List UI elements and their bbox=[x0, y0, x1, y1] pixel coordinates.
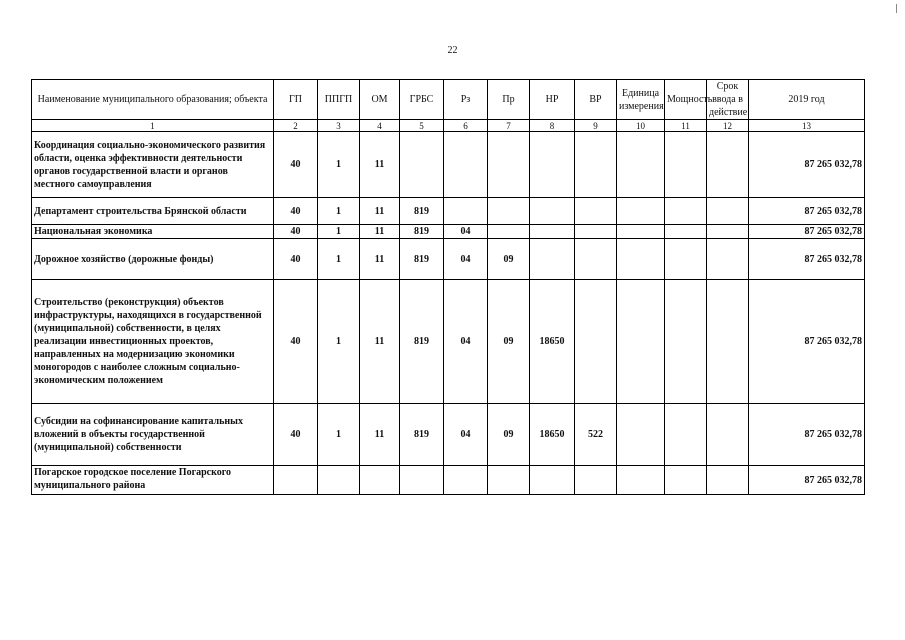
row-name-cell: Департамент строительства Брянской области bbox=[32, 198, 274, 225]
row-name-cell: Координация социально-экономического развития области, оценка эффективности деятельности органов государственной власти и органов местного самоуправления bbox=[32, 132, 274, 198]
column-header-om: ОМ bbox=[360, 80, 400, 120]
rz-cell: 04 bbox=[444, 225, 488, 239]
table-body bbox=[32, 132, 865, 495]
pr-cell: 09 bbox=[488, 239, 530, 280]
row-name-cell: Субсидии на софинансирование капитальных вложений в объекты государственной (муниципальной) собственности bbox=[32, 404, 274, 466]
term-cell bbox=[707, 466, 749, 495]
power-cell bbox=[665, 280, 707, 404]
om-cell: 11 bbox=[360, 404, 400, 466]
nr-cell bbox=[530, 132, 575, 198]
ppgp-cell: 1 bbox=[318, 198, 360, 225]
term-cell bbox=[707, 239, 749, 280]
gp-cell: 40 bbox=[274, 239, 318, 280]
power-cell bbox=[665, 239, 707, 280]
column-number: 2 bbox=[274, 120, 318, 132]
om-cell bbox=[360, 466, 400, 495]
amount-cell: 87 265 032,78 bbox=[749, 239, 865, 280]
rz-cell bbox=[444, 466, 488, 495]
pr-cell bbox=[488, 132, 530, 198]
amount-cell: 87 265 032,78 bbox=[749, 225, 865, 239]
table-row bbox=[32, 198, 865, 225]
column-header-gp: ГП bbox=[274, 80, 318, 120]
amount-cell: 87 265 032,78 bbox=[749, 198, 865, 225]
vr-cell bbox=[575, 132, 617, 198]
table-row bbox=[32, 280, 865, 404]
gp-cell: 40 bbox=[274, 225, 318, 239]
rz-cell bbox=[444, 198, 488, 225]
nr-cell: 18650 bbox=[530, 280, 575, 404]
power-cell bbox=[665, 132, 707, 198]
ppgp-cell bbox=[318, 466, 360, 495]
term-cell bbox=[707, 132, 749, 198]
grbs-cell: 819 bbox=[400, 198, 444, 225]
term-cell bbox=[707, 404, 749, 466]
gp-cell: 40 bbox=[274, 404, 318, 466]
gp-cell: 40 bbox=[274, 198, 318, 225]
vr-cell bbox=[575, 198, 617, 225]
term-cell bbox=[707, 225, 749, 239]
column-number: 10 bbox=[617, 120, 665, 132]
column-header-grbs: ГРБС bbox=[400, 80, 444, 120]
ppgp-cell: 1 bbox=[318, 239, 360, 280]
column-header-nr: НР bbox=[530, 80, 575, 120]
row-name-cell: Строительство (реконструкция) объектов инфраструктуры, находящихся в государственной (муниципальной) собственности, в целях реализации инвестиционных проектов, направленных на модернизацию экономики моногородов с наиболее сложным социально-экономическим положением bbox=[32, 280, 274, 404]
unit-cell bbox=[617, 198, 665, 225]
column-number: 6 bbox=[444, 120, 488, 132]
column-number: 5 bbox=[400, 120, 444, 132]
om-cell: 11 bbox=[360, 198, 400, 225]
gp-cell bbox=[274, 466, 318, 495]
grbs-cell: 819 bbox=[400, 225, 444, 239]
column-number: 9 bbox=[575, 120, 617, 132]
ppgp-cell: 1 bbox=[318, 404, 360, 466]
column-number: 13 bbox=[749, 120, 865, 132]
pr-cell bbox=[488, 466, 530, 495]
power-cell bbox=[665, 198, 707, 225]
nr-cell bbox=[530, 466, 575, 495]
ppgp-cell: 1 bbox=[318, 280, 360, 404]
term-cell bbox=[707, 280, 749, 404]
row-name-cell: Дорожное хозяйство (дорожные фонды) bbox=[32, 239, 274, 280]
nr-cell bbox=[530, 198, 575, 225]
table-row bbox=[32, 466, 865, 495]
ppgp-cell: 1 bbox=[318, 225, 360, 239]
amount-cell: 87 265 032,78 bbox=[749, 466, 865, 495]
ppgp-cell: 1 bbox=[318, 132, 360, 198]
column-header-pr: Пр bbox=[488, 80, 530, 120]
rz-cell: 04 bbox=[444, 280, 488, 404]
unit-cell bbox=[617, 404, 665, 466]
power-cell bbox=[665, 466, 707, 495]
page-edge-mark bbox=[896, 4, 897, 13]
column-header-vr: ВР bbox=[575, 80, 617, 120]
column-number-row bbox=[32, 120, 865, 132]
term-cell bbox=[707, 198, 749, 225]
unit-cell bbox=[617, 239, 665, 280]
power-cell bbox=[665, 404, 707, 466]
column-number: 12 bbox=[707, 120, 749, 132]
budget-table bbox=[31, 79, 865, 495]
column-header-ppgp: ППГП bbox=[318, 80, 360, 120]
nr-cell bbox=[530, 225, 575, 239]
page-number: 22 bbox=[447, 45, 458, 56]
grbs-cell: 819 bbox=[400, 239, 444, 280]
column-number: 1 bbox=[32, 120, 274, 132]
rz-cell: 04 bbox=[444, 239, 488, 280]
column-number: 8 bbox=[530, 120, 575, 132]
column-number: 4 bbox=[360, 120, 400, 132]
gp-cell: 40 bbox=[274, 132, 318, 198]
grbs-cell: 819 bbox=[400, 404, 444, 466]
vr-cell bbox=[575, 239, 617, 280]
row-name-cell: Погарское городское поселение Погарского муниципального района bbox=[32, 466, 274, 495]
vr-cell bbox=[575, 225, 617, 239]
gp-cell: 40 bbox=[274, 280, 318, 404]
unit-cell bbox=[617, 280, 665, 404]
om-cell: 11 bbox=[360, 280, 400, 404]
column-header-term: Срок ввода в действие bbox=[707, 80, 749, 120]
grbs-cell bbox=[400, 466, 444, 495]
pr-cell: 09 bbox=[488, 404, 530, 466]
unit-cell bbox=[617, 466, 665, 495]
table-header-row bbox=[32, 80, 865, 120]
unit-cell bbox=[617, 132, 665, 198]
table-row bbox=[32, 239, 865, 280]
vr-cell bbox=[575, 466, 617, 495]
column-header-year: 2019 год bbox=[749, 80, 865, 120]
rz-cell: 04 bbox=[444, 404, 488, 466]
amount-cell: 87 265 032,78 bbox=[749, 280, 865, 404]
om-cell: 11 bbox=[360, 225, 400, 239]
power-cell bbox=[665, 225, 707, 239]
grbs-cell: 819 bbox=[400, 280, 444, 404]
nr-cell bbox=[530, 239, 575, 280]
column-header-rz: Рз bbox=[444, 80, 488, 120]
column-header-name: Наименование муниципального образования; объекта bbox=[32, 80, 274, 120]
row-name-cell: Национальная экономика bbox=[32, 225, 274, 239]
pr-cell: 09 bbox=[488, 280, 530, 404]
amount-cell: 87 265 032,78 bbox=[749, 132, 865, 198]
table-row bbox=[32, 132, 865, 198]
om-cell: 11 bbox=[360, 132, 400, 198]
column-header-unit: Единица измерения bbox=[617, 80, 665, 120]
om-cell: 11 bbox=[360, 239, 400, 280]
grbs-cell bbox=[400, 132, 444, 198]
table-row bbox=[32, 404, 865, 466]
column-number: 7 bbox=[488, 120, 530, 132]
nr-cell: 18650 bbox=[530, 404, 575, 466]
vr-cell: 522 bbox=[575, 404, 617, 466]
column-number: 3 bbox=[318, 120, 360, 132]
pr-cell bbox=[488, 198, 530, 225]
amount-cell: 87 265 032,78 bbox=[749, 404, 865, 466]
unit-cell bbox=[617, 225, 665, 239]
pr-cell bbox=[488, 225, 530, 239]
column-number: 11 bbox=[665, 120, 707, 132]
column-header-power: Мощность bbox=[665, 80, 707, 120]
vr-cell bbox=[575, 280, 617, 404]
table-row bbox=[32, 225, 865, 239]
rz-cell bbox=[444, 132, 488, 198]
